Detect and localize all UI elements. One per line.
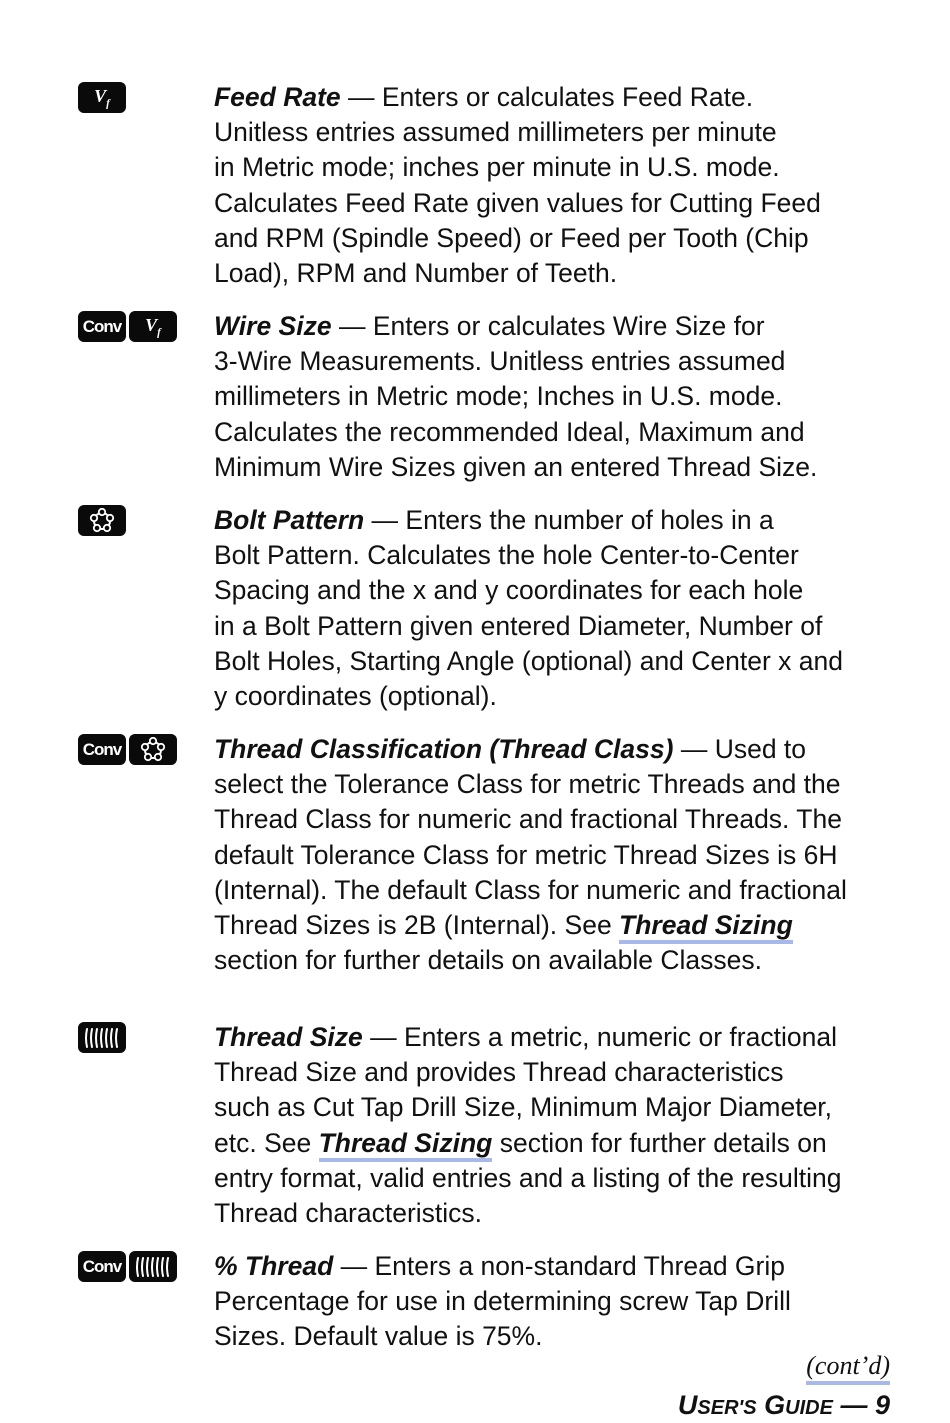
- entry-term: Thread Classification (Thread Class): [214, 734, 674, 764]
- key-group: [78, 1022, 126, 1053]
- thread-size-key-icon: [129, 1251, 177, 1282]
- thread-sizing-link[interactable]: Thread Sizing: [619, 910, 793, 944]
- conv-key-icon: Conv: [78, 1251, 126, 1282]
- entry-description: Wire Size — Enters or calculates Wire Size for 3-Wire Measurements. Unitless entries assumed millimeters in Metric mode; Inches in U.S. mode. Calculates the recommended Ideal, Maximum and Minimum Wire Sizes given an entered Thread Size.: [214, 311, 818, 482]
- entry-term: Thread Size: [214, 1022, 363, 1052]
- thread-sizing-link[interactable]: Thread Sizing: [319, 1128, 493, 1162]
- page-number: — 9: [832, 1390, 890, 1420]
- entry-term: Wire Size: [214, 311, 332, 341]
- conv-key-icon: Conv: [78, 311, 126, 342]
- entry-term: Feed Rate: [214, 82, 341, 112]
- entry-description: Feed Rate — Enters or calculates Feed Rate. Unitless entries assumed millimeters per minute in Metric mode; inches per minute in U.S. mode. Calculates Feed Rate given values for Cutting Feed and RPM (Spindle Speed) or Feed per Tooth (Chip Load), RPM and Number of Teeth.: [214, 82, 821, 289]
- continued-link[interactable]: (cont’d): [806, 1351, 890, 1385]
- key-group: [78, 311, 177, 342]
- key-group: [78, 734, 177, 765]
- entry-description: Thread Classification (Thread Class) — Used to select the Tolerance Class for metric Threads and the Thread Class for numeric and fractional Threads. The default Tolerance Class for metric Thread Sizes is 6H (Internal). The default Class for numeric and fractional Thread Sizes is 2B (Internal). See Thread Sizing section for further details on available Classes.: [214, 734, 847, 976]
- entry-description: Bolt Pattern — Enters the number of holes in a Bolt Pattern. Calculates the hole Center-to-Center Spacing and the x and y coordinates for each hole in a Bolt Pattern given entered Diameter, Number of Bolt Holes, Starting Angle (optional) and Center x and y coordinates (optional).: [214, 505, 844, 712]
- page-footer: USER'S GUIDE — 9: [677, 1390, 890, 1420]
- key-group: [78, 505, 126, 536]
- key-group: [78, 82, 126, 113]
- feed-rate-key-icon: $V_f$: [78, 82, 126, 113]
- entry-description: % Thread — Enters a non-standard Thread Grip Percentage for use in determining screw Tap Drill Sizes. Default value is 75%.: [214, 1251, 791, 1352]
- entry-term: Bolt Pattern: [214, 505, 365, 535]
- entry-term: % Thread: [214, 1251, 334, 1281]
- thread-size-key-icon: [78, 1022, 126, 1053]
- entry-description: Thread Size — Enters a metric, numeric or fractional Thread Size and provides Thread characteristics such as Cut Tap Drill Size, Minimum Major Diameter, etc. See Thread Sizing section for further details on entry format, valid entries and a listing of the resulting Thread characteristics.: [214, 1022, 842, 1229]
- bolt-pattern-key-icon: [78, 505, 126, 536]
- key-group: [78, 1251, 177, 1282]
- conv-key-icon: Conv: [78, 734, 126, 765]
- feed-rate-key-icon: $V_f$: [129, 311, 177, 342]
- bolt-pattern-key-icon: [129, 734, 177, 765]
